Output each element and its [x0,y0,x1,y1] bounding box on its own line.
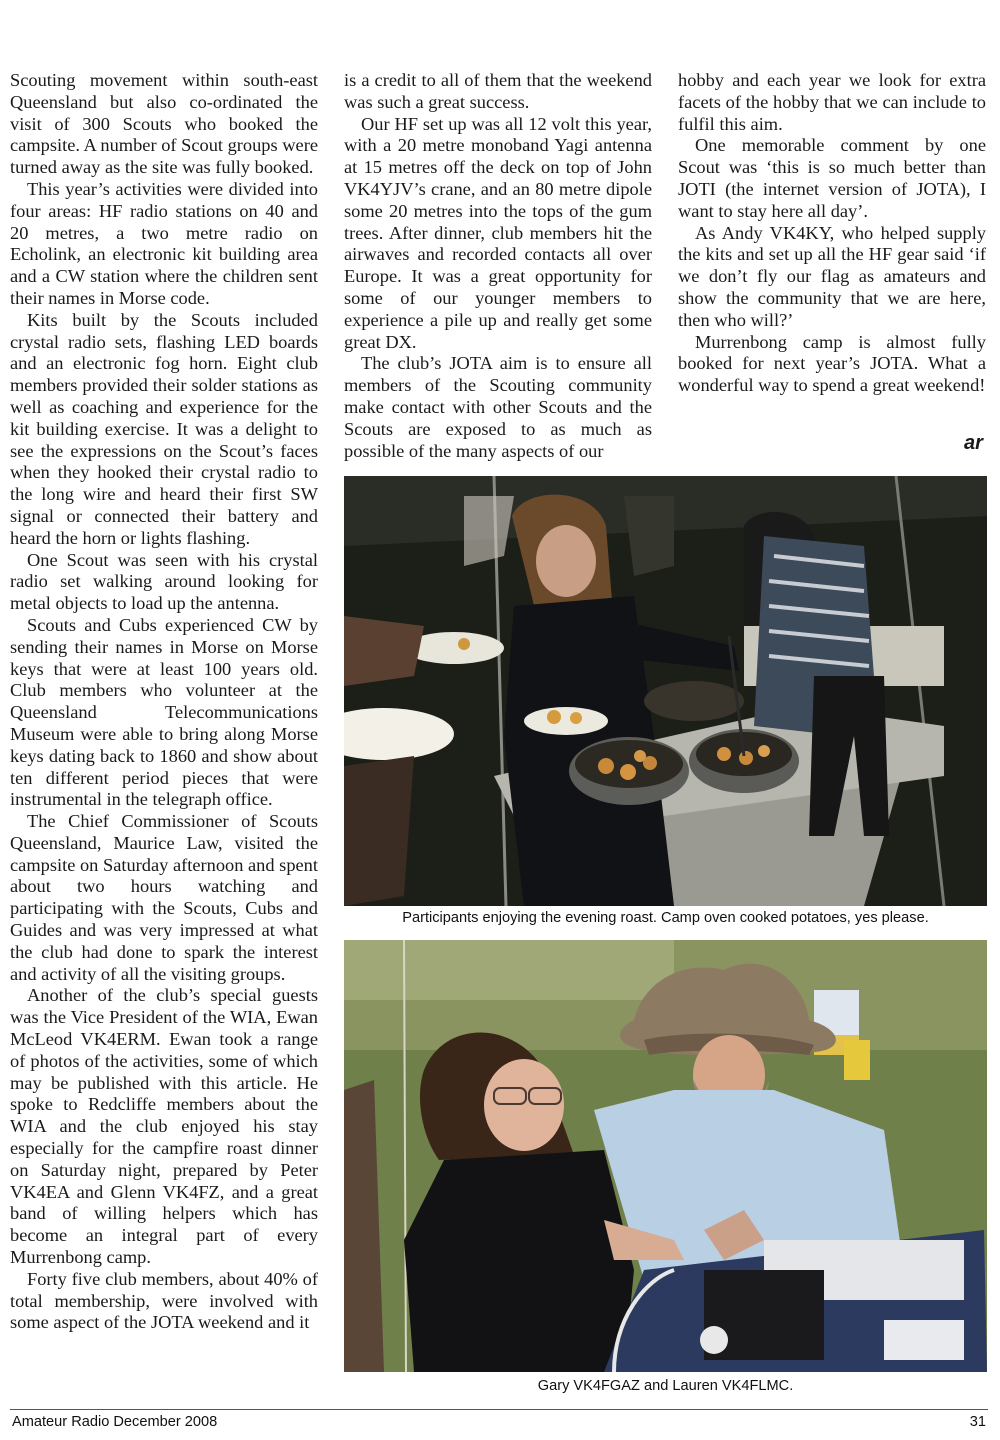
photo-caption: Gary VK4FGAZ and Lauren VK4FLMC. [537,1378,794,1394]
paragraph: Murrenbong camp is almost fully booked for next year’s JOTA. What a wonderful way to spend a great weekend! [678,331,986,396]
paragraph: Another of the club’s special guests was the Vice President of the WIA, Ewan McLeod VK4ERM. Ewan took a range of photos of the activities, some of which may be published with this article. He spoke to Redcliffe members about the WIA and the club enjoyed his stay especially for the campfire roast dinner on Saturday night, prepared by Peter VK4EA and Glenn VK4FZ, and a great band of willing helpers which has become an integral part of every Murrenbong camp. [10,985,318,1268]
paragraph: One Scout was seen with his crystal radio set walking around looking for metal objects to load up the antenna. [10,549,318,614]
paragraph: Forty five club members, about 40% of total membership, were involved with some aspect of the JOTA weekend and it [10,1268,318,1333]
photo-evening-roast [344,476,987,906]
article-column-3 [678,70,986,397]
footer-publication: Amateur Radio December 2008 [12,1414,218,1430]
article-end-mark: ar [964,432,983,454]
paragraph: The club’s JOTA aim is to ensure all members of the Scouting community make contact with other Scouts and the Scouts are exposed to as much as possible of the many aspects of our [344,353,652,461]
photo-caption: Participants enjoying the evening roast. Camp oven cooked potatoes, yes please. [402,910,929,926]
paragraph: The Chief Commissioner of Scouts Queensland, Maurice Law, visited the campsite on Saturday afternoon and spent about two hours watching and participating with the Scouts, Cubs and Guides and was very impressed at what the club had done to spark the interest and activity of all the visiting groups. [10,811,318,984]
article-column-2 [344,70,652,462]
paragraph: Our HF set up was all 12 volt this year, with a 20 metre monoband Yagi antenna at 15 metres off the deck on top of John VK4YJV’s crane, and an 80 metre dipole some 20 metres into the tops of the gum trees. After dinner, club members hit the airwaves and recorded contacts all over Europe. It was a great opportunity for some of our younger members to experience a pile up and really get some great DX. [344,113,652,352]
paragraph: Scouting movement within south-east Queensland but also co-ordinated the visit of 300 Scouts who booked the campsite. A number of Scout groups were turned away as the site was fully booked. [10,70,318,178]
paragraph: is a credit to all of them that the weekend was such a great success. [344,70,652,112]
paragraph: This year’s activities were divided into four areas: HF radio stations on 40 and 20 metres, a two metre radio on Echolink, an electronic kit building area and a CW station where the children sent their names in Morse code. [10,178,318,308]
paragraph: One memorable comment by one Scout was ‘this is so much better than JOTI (the internet version of JOTA), I want to stay here all day’. [678,135,986,221]
footer-divider [10,1409,988,1410]
paragraph: As Andy VK4KY, who helped supply the kits and set up all the HF gear said ‘if we don’t fly our flag as amateurs and show the community that we are here, then who will?’ [678,222,986,330]
photo-kit-building [344,940,987,1372]
paragraph: hobby and each year we look for extra facets of the hobby that we can include to fulfil this aim. [678,70,986,134]
page-number: 31 [969,1414,986,1430]
paragraph: Scouts and Cubs experienced CW by sending their names in Morse on Morse keys that were at least 100 years old. Club members who volunteer at the Queensland Telecommunications Museum were able to bring along Morse keys dating back to 1860 and show about ten different period pieces that were instrumental in the telegraph office. [10,614,318,810]
article-column-1 [10,70,318,1334]
paragraph: Kits built by the Scouts included crystal radio sets, flashing LED boards and an electronic fog horn. Eight club members provided their solder stations as well as coaching and experience for the kit building exercise. It was a delight to see the expressions on the Scout’s faces when they hooked their crystal radio to the long wire and heard their first SW signal or connected their battery and heard the horn or lights flashing. [10,309,318,548]
